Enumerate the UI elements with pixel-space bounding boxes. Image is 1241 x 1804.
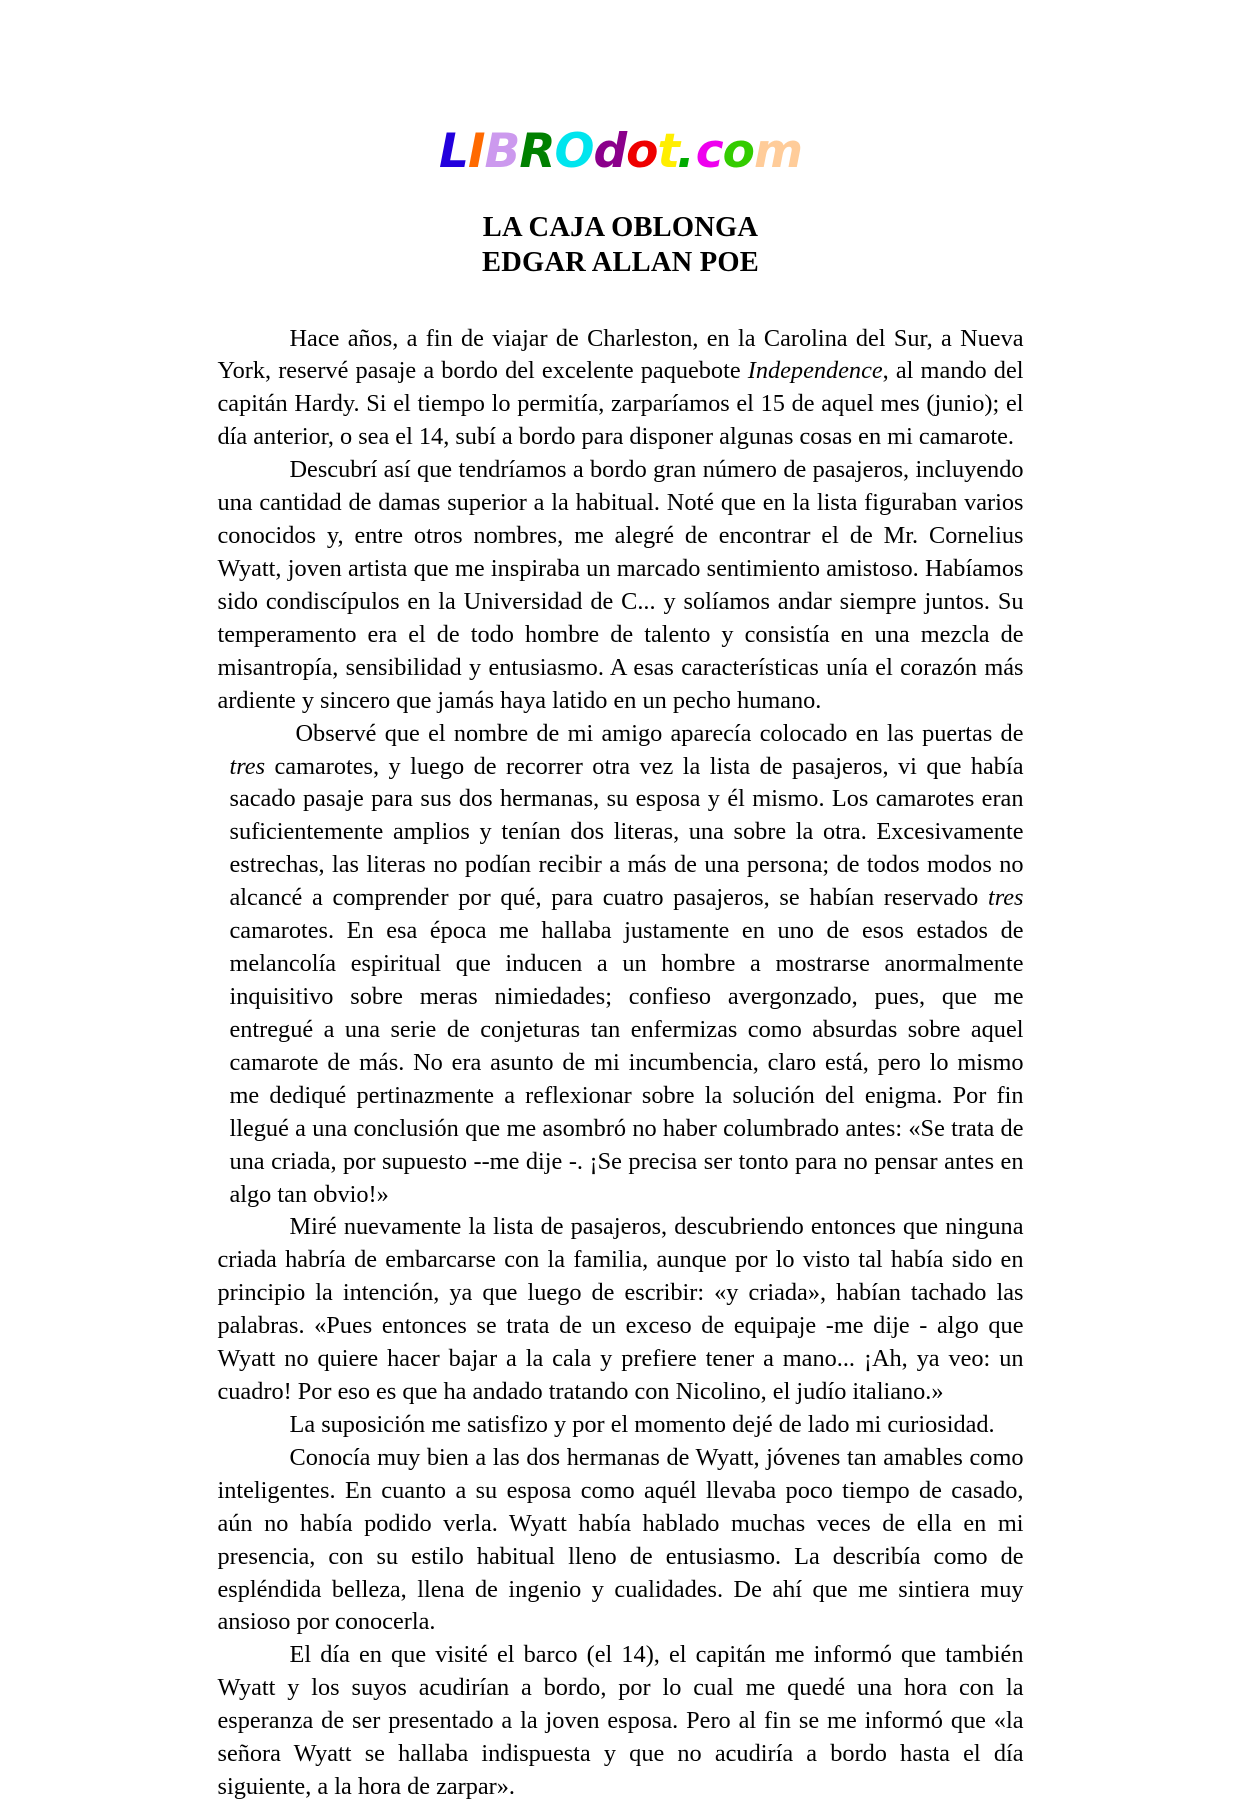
ship-name-emphasis: Independence [747, 357, 883, 385]
logo-letter-4: O [554, 124, 594, 179]
logo-letter-11: m [753, 124, 802, 179]
librodot-com-logo[interactable] [439, 124, 802, 179]
paragraph-2: Descubrí así que tendríamos a bordo gran número de pasajeros, incluyendo una cantidad de damas superior a la habitual. Noté que en la lista figuraban varios conocidos y, entre otros nombres, me alegré de encontrar el de Mr. Cornelius Wyatt, joven artista que me inspiraba un marcado sentimiento amistoso. Habíamos sido condiscípulos en la Universidad de C... y solíamos andar siempre juntos. Su temperamento era el de todo hombre de talento y consistía en una mezcla de misantropía, sensibilidad y entusiasmo. A esas características unía el corazón más ardiente y sincero que jamás haya latido en un pecho humano. [217, 456, 1024, 714]
logo-letter-1: I [468, 124, 485, 179]
logo-letter-5: d [593, 124, 627, 179]
paragraph-3 [218, 718, 1024, 1212]
title-block [0, 211, 1241, 281]
story-body [218, 281, 1024, 1804]
site-logo-banner [0, 0, 1241, 179]
logo-letter-9: c [695, 124, 723, 179]
paragraph-7: El día en que visité el barco (el 14), el capitán me informó que también Wyatt y los suyos acudirían a bordo, por lo cual me quedé una hora con la esperanza de ser presentado a la joven esposa. Pero al fin se me informó que «la señora Wyatt se hallaba indispuesta y que no acudiría a bordo hasta el día siguiente, a la hora de zarpar». [217, 1641, 1024, 1801]
paragraph-6: Conocía muy bien a las dos hermanas de Wyatt, jóvenes tan amables como inteligentes. En cuanto a su esposa como aquél llevaba poco tiempo de casado, aún no había podido verla. Wyatt había hablado muchas veces de ella en mi presencia, con su estilo habitual lleno de entusiasmo. La describía como de espléndida belleza, llena de ingenio y cualidades. De ahí que me sintiera muy ansioso por conocerla. [217, 1443, 1024, 1636]
logo-letter-2: B [484, 124, 520, 179]
paragraph-3-text-c: camarotes. En esa época me hallaba justamente en uno de esos estados de melancolía espiritual que inducen a un hombre a mostrarse anormalmente inquisitivo sobre meras nimiedades; confieso avergonzado, pues, que me entregué a una serie de conjeturas tan enfermizas como absurdas sobre aquel camarote de más. No era asunto de mi incumbencia, claro está, pero lo mismo me dediqué pertinazmente a reflexionar sobre la solución del enigma. Por fin llegué a una conclusión que me asombró no haber columbrado antes: «Se trata de una criada, por supuesto --me dije -. ¡Se precisa ser tonto para no pensar antes en algo tan obvio!» [229, 917, 1024, 1208]
paragraph-5: La suposición me satisfizo y por el momento dejé de lado mi curiosidad. [289, 1410, 995, 1438]
paragraph-4: Miré nuevamente la lista de pasajeros, descubriendo entonces que ninguna criada habría de embarcarse con la familia, aunque por lo visto tal había sido en principio la intención, ya que luego de escribir: «y criada», habían tachado las palabras. «Pues entonces se trata de un exceso de equipaje -me dije - algo que Wyatt no quiere hacer bajar a la cala y prefiere tener a mano... ¡Ah, ya veo: un cuadro! Por eso es que ha andado tratando con Nicolino, el judío italiano.» [217, 1213, 1024, 1406]
logo-letter-8: . [676, 124, 694, 179]
paragraph-1-text-b: , al mando del capitán Hardy. Si el tiempo lo permitía, zarparíamos el 15 de aquel mes (junio); el día anterior, o sea el 14, subí a bordo para disponer algunas cosas en mi camarote. [217, 357, 1024, 451]
logo-letter-3: R [519, 124, 555, 179]
story-title: LA CAJA OBLONGA [482, 212, 759, 243]
paragraph-3-text-a: Observé que el nombre de mi amigo aparecía colocado en las puertas de [295, 719, 1024, 747]
logo-letter-7: t [657, 124, 679, 179]
paragraph-3-text-b: camarotes, y luego de recorrer otra vez la lista de pasajeros, vi que había sacado pasaje para sus dos hermanas, su esposa y él mismo. Los camarotes eran suficientemente amplios y tenían dos literas, una sobre la otra. Excesivamente estrechas, las literas no podían recibir a más de una persona; de todos modos no alcancé a comprender por qué, para cuatro pasajeros, se habían reservado [229, 752, 1024, 912]
story-author: EDGAR ALLAN POE [482, 246, 759, 278]
tres-emphasis-2: tres [987, 884, 1024, 912]
paragraph-1-text-a: Hace años, a fin de viajar de Charleston, en la Carolina del Sur, a Nueva York, reservé pasaje a bordo del excelente paquebote [217, 324, 1024, 385]
tres-emphasis-1: tres [229, 752, 266, 780]
logo-letter-6: o [626, 124, 658, 179]
logo-letter-10: o [722, 124, 754, 179]
logo-letter-0: L [439, 124, 468, 179]
paragraph-1 [218, 323, 1024, 455]
